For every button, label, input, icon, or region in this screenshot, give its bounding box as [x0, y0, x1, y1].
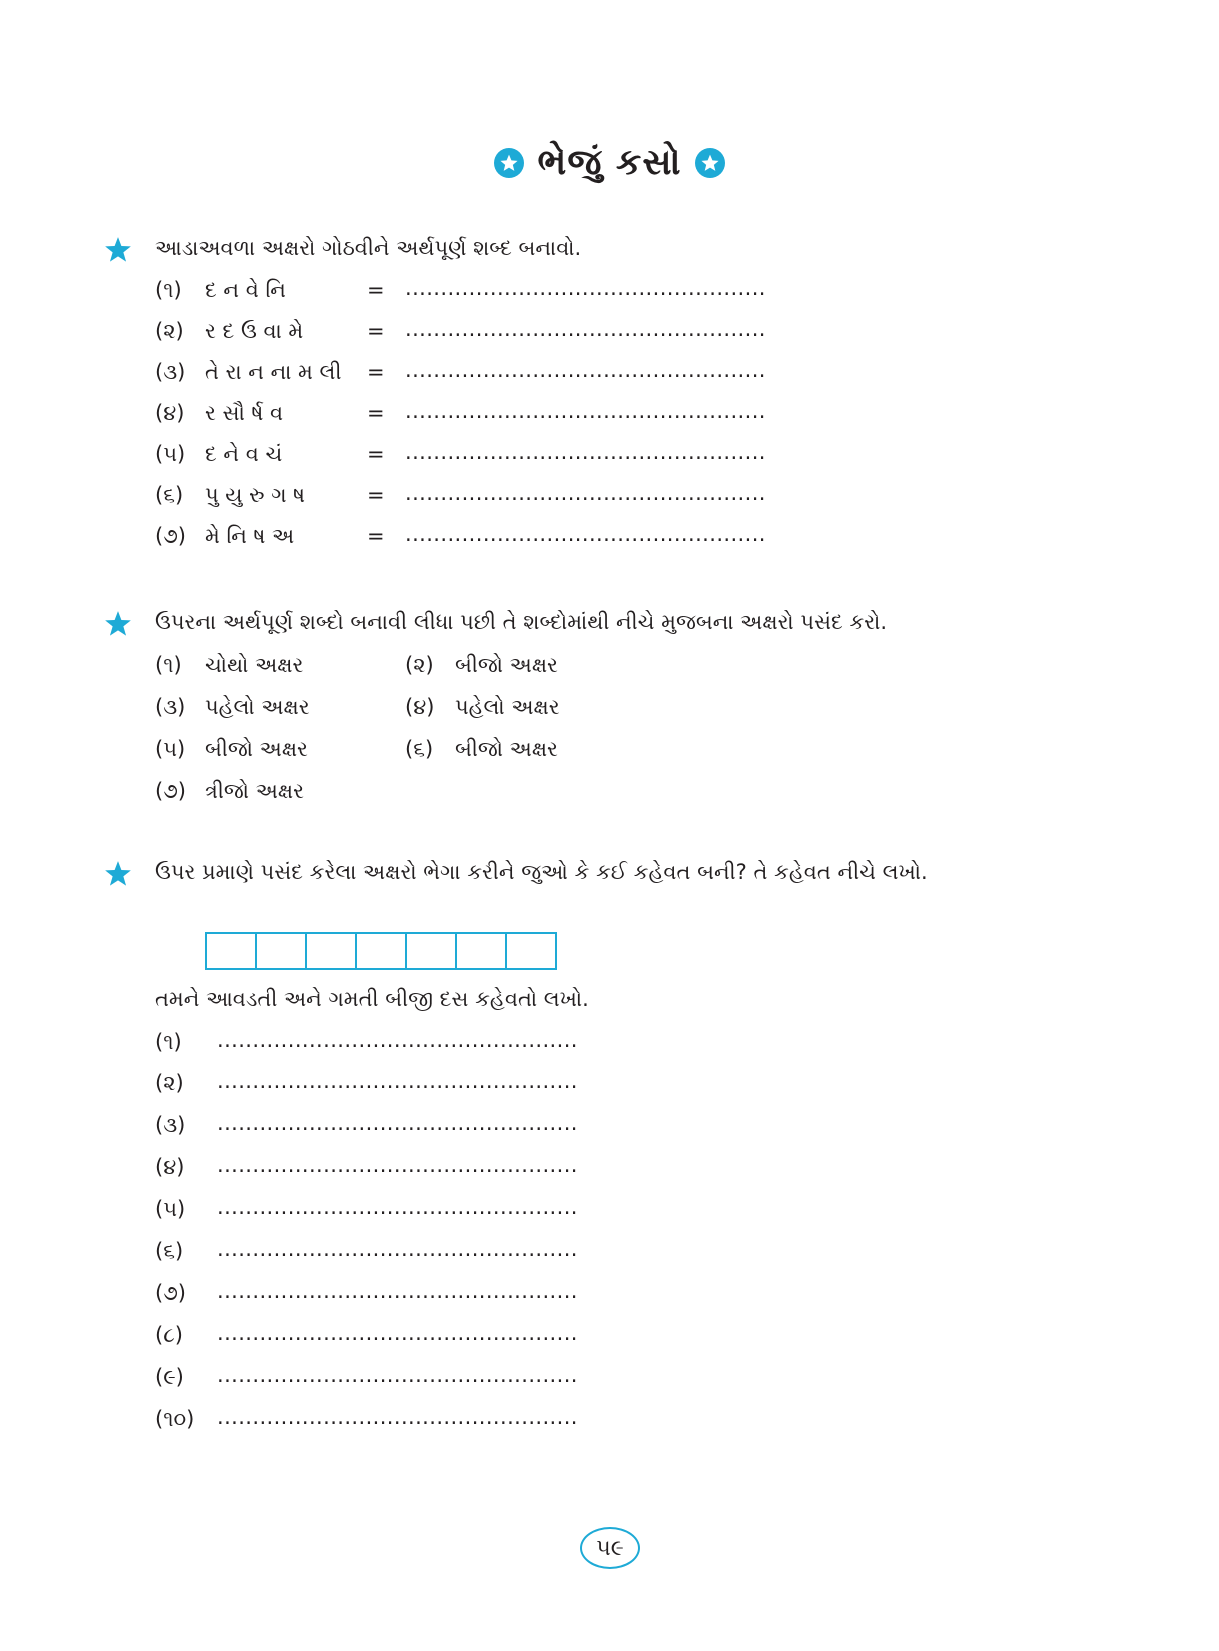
letter-position: બીજો અક્ષર	[455, 737, 558, 761]
item-number: (૬)	[405, 737, 434, 761]
letter-position: પહેલો અક્ષર	[455, 695, 560, 719]
jumbled-letters: ર સૌ ર્ષ વ	[205, 401, 284, 425]
answer-blank[interactable]: ...................................................	[405, 276, 766, 300]
answer-blank[interactable]: ...................................................	[217, 1153, 578, 1177]
equals-sign: =	[367, 442, 385, 466]
item-number: (૬)	[155, 483, 184, 507]
item-number: (૨)	[155, 319, 184, 343]
answer-blank[interactable]: ...................................................	[405, 358, 766, 382]
answer-blank[interactable]: ...................................................	[405, 522, 766, 546]
star-badge-icon	[695, 148, 725, 178]
item-number: (૭)	[155, 524, 186, 548]
letter-position: ત્રીજો અક્ષર	[205, 779, 304, 803]
equals-sign: =	[367, 483, 385, 507]
item-number: (૭)	[155, 779, 186, 803]
item-number: (૪)	[155, 1155, 185, 1179]
item-number: (૭)	[155, 1281, 186, 1305]
item-number: (૩)	[155, 1113, 186, 1137]
answer-blank[interactable]: ...................................................	[217, 1405, 578, 1429]
answer-blank[interactable]: ...................................................	[405, 317, 766, 341]
star-badge-icon	[494, 148, 524, 178]
star-icon	[104, 610, 132, 638]
jumbled-letters: ર દ ઉ વા મે	[205, 319, 304, 343]
answer-blank[interactable]: ...................................................	[405, 481, 766, 505]
item-number: (૬)	[155, 1239, 184, 1263]
equals-sign: =	[367, 278, 385, 302]
item-number: (૩)	[155, 360, 186, 384]
item-number: (૫)	[155, 737, 186, 761]
letter-box[interactable]	[407, 934, 457, 968]
item-number: (૧)	[155, 1030, 182, 1054]
letter-box[interactable]	[207, 934, 257, 968]
equals-sign: =	[367, 401, 385, 425]
page-title: ભેજું કસો	[537, 142, 682, 183]
item-number: (૪)	[155, 401, 185, 425]
item-number: (૧)	[155, 278, 182, 302]
jumbled-letters: દ ને વ ચં	[205, 442, 283, 466]
jumbled-letters: મે નિ ષ અ	[205, 524, 295, 548]
answer-blank[interactable]: ...................................................	[217, 1195, 578, 1219]
jumbled-letters: પુ યુ રુ ગ ષ	[205, 483, 305, 507]
item-number: (૯)	[155, 1365, 184, 1389]
item-number: (૨)	[155, 1071, 184, 1095]
page-title-row	[0, 142, 1219, 184]
answer-blank[interactable]: ...................................................	[217, 1363, 578, 1387]
letter-position: ચોથો અક્ષર	[205, 653, 304, 677]
letter-box[interactable]	[307, 934, 357, 968]
answer-blank[interactable]: ...................................................	[217, 1069, 578, 1093]
star-icon	[104, 236, 132, 264]
item-number: (૮)	[155, 1323, 183, 1347]
item-number: (૧)	[155, 653, 182, 677]
answer-blank[interactable]: ...................................................	[405, 440, 766, 464]
equals-sign: =	[367, 524, 385, 548]
item-number: (૧૦)	[155, 1407, 195, 1431]
item-number: (૫)	[155, 442, 186, 466]
star-icon	[104, 860, 132, 888]
letter-box[interactable]	[357, 934, 407, 968]
letter-position: બીજો અક્ષર	[205, 737, 308, 761]
section3-instruction: ઉપર પ્રમાણે પસંદ કરેલા અક્ષરો ભેગા કરીને જુઓ કે કઈ કહેવત બની? તે કહેવત નીચે લખો.	[155, 860, 928, 884]
answer-blank[interactable]: ...................................................	[217, 1111, 578, 1135]
answer-blank[interactable]: ...................................................	[217, 1237, 578, 1261]
answer-blank[interactable]: ...................................................	[217, 1028, 578, 1052]
section1-instruction: આડાઅવળા અક્ષરો ગોઠવીને અર્થપૂર્ણ શબ્દ બનાવો.	[155, 236, 582, 260]
item-number: (૫)	[155, 1197, 186, 1221]
letter-position: પહેલો અક્ષર	[205, 695, 310, 719]
letter-position: બીજો અક્ષર	[455, 653, 558, 677]
letter-box[interactable]	[457, 934, 507, 968]
item-number: (૨)	[405, 653, 434, 677]
item-number: (૩)	[155, 695, 186, 719]
letter-box[interactable]	[507, 934, 555, 968]
answer-blank[interactable]: ...................................................	[405, 399, 766, 423]
section3-subinstruction: તમને આવડતી અને ગમતી બીજી દસ કહેવતો લખો.	[155, 987, 589, 1011]
section2-instruction: ઉપરના અર્થપૂર્ણ શબ્દો બનાવી લીધા પછી તે શબ્દોમાંથી નીચે મુજબના અક્ષરો પસંદ કરો.	[155, 610, 888, 634]
item-number: (૪)	[405, 695, 435, 719]
answer-blank[interactable]: ...................................................	[217, 1279, 578, 1303]
equals-sign: =	[367, 360, 385, 384]
jumbled-letters: દ ન વે નિ	[205, 278, 286, 302]
page-number: ૫૯	[580, 1527, 640, 1569]
jumbled-letters: તે રા ન ના મ લી	[205, 360, 342, 384]
answer-blank[interactable]: ...................................................	[217, 1321, 578, 1345]
proverb-answer-boxes	[205, 932, 557, 970]
letter-box[interactable]	[257, 934, 307, 968]
equals-sign: =	[367, 319, 385, 343]
